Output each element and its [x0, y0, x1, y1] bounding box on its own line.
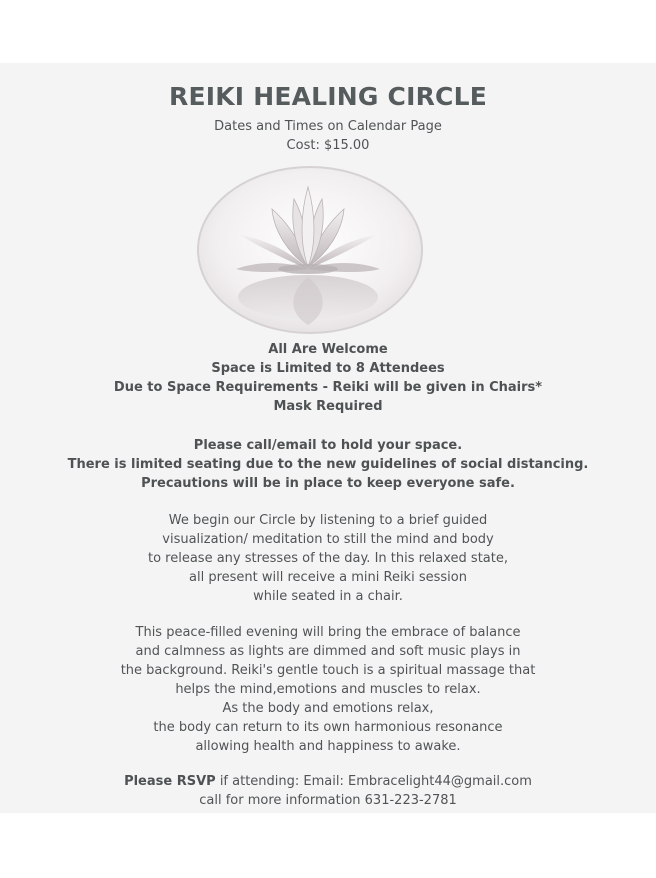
description-block-1 — [0, 511, 656, 606]
precaution-line: Precautions will be in place to keep everyone safe. — [141, 476, 515, 491]
notice-line: Due to Space Requirements - Reiki will be given in Chairs* — [113, 380, 543, 395]
rsvp-line — [0, 772, 656, 791]
description-line: As the body and emotions relax, — [222, 701, 434, 716]
dates-text: Dates and Times on Calendar Page — [214, 119, 442, 134]
description-line: the body can return to its own harmonious resonance — [153, 720, 503, 735]
description-line: helps the mind,emotions and muscles to relax. — [175, 682, 481, 697]
description-line: We begin our Circle by listening to a brief guided — [168, 513, 488, 528]
description-line: while seated in a chair. — [253, 589, 403, 604]
notice-line: All Are Welcome — [268, 342, 388, 357]
page-title: REIKI HEALING CIRCLE — [169, 82, 487, 111]
notice-line: Mask Required — [273, 399, 383, 414]
lotus-flower-icon — [196, 165, 424, 335]
phone-text: call for more information 631-223-2781 — [199, 793, 457, 808]
rsvp-email-text: if attending: Email: Embracelight44@gmail.com — [215, 774, 532, 789]
precaution-line: Please call/email to hold your space. — [193, 438, 463, 453]
description-line: allowing health and happiness to awake. — [195, 739, 461, 754]
description-line: This peace-filled evening will bring the embrace of balance — [135, 625, 521, 640]
schedule-info — [0, 117, 656, 155]
description-line: to release any stresses of the day. In this relaxed state, — [147, 551, 508, 566]
description-line: the background. Reiki's gentle touch is a spiritual massage that — [120, 663, 536, 678]
lotus-image — [196, 165, 424, 335]
precaution-line: There is limited seating due to the new guidelines of social distancing. — [67, 457, 589, 472]
rsvp-label: Please RSVP — [124, 774, 216, 789]
notices-block — [0, 340, 656, 416]
description-line: visualization/ meditation to still the mind and body — [162, 532, 494, 547]
rsvp-block — [0, 772, 656, 810]
description-line: and calmness as lights are dimmed and soft music plays in — [135, 644, 521, 659]
description-line: all present will receive a mini Reiki session — [189, 570, 467, 585]
description-block-2 — [0, 623, 656, 756]
cost-text: Cost: $15.00 — [286, 138, 370, 153]
precautions-block — [0, 436, 656, 493]
notice-line: Space is Limited to 8 Attendees — [211, 361, 445, 376]
